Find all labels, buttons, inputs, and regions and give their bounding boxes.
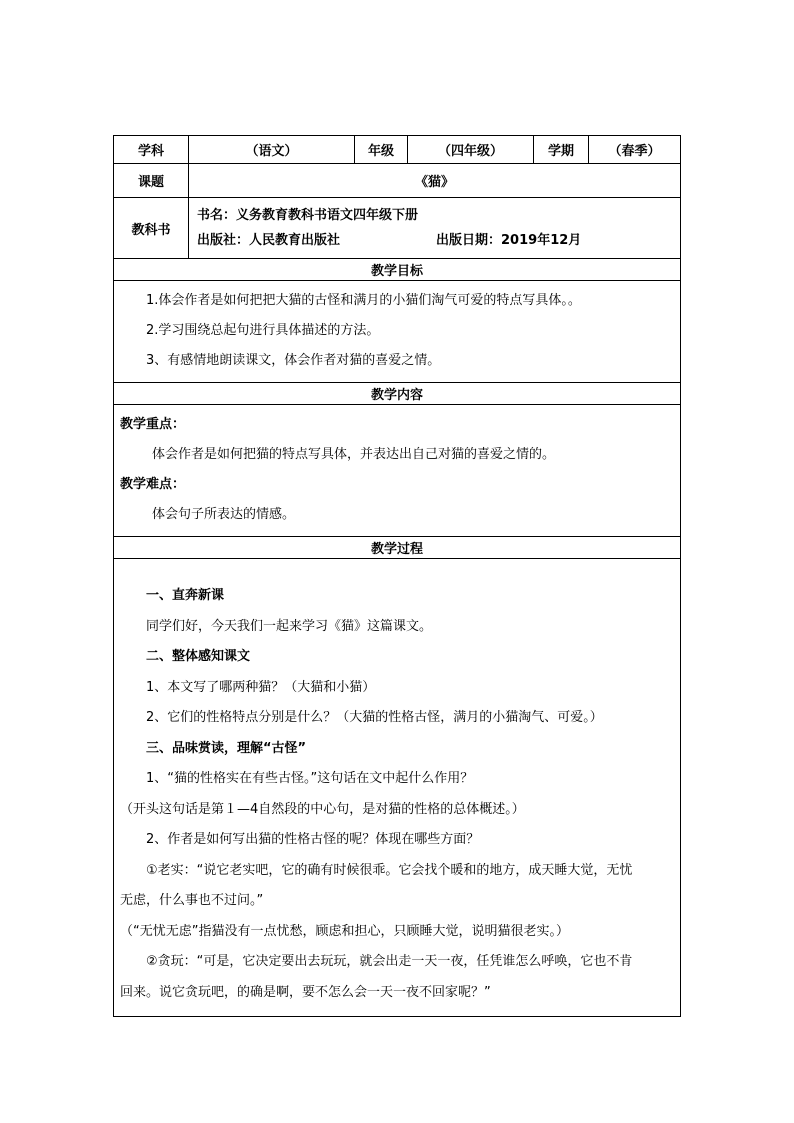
process-line: 同学们好，今天我们一起来学习《猫》这篇课文。 [146, 618, 433, 634]
pub-date: 出版日期：2019年12月 [436, 233, 582, 248]
key-point-text: 体会作者是如何把猫的特点写具体，并表达出自己对猫的喜爱之情的。 [152, 447, 556, 462]
key-point-label: 教学重点： [120, 417, 186, 432]
topic-value: 《猫》 [189, 164, 681, 198]
header-row [114, 136, 681, 164]
process-heading: 二、整体感知课文 [146, 649, 251, 664]
textbook-info [189, 198, 681, 259]
process-line: 1、本文写了哪两种猫？（大猫和小猫） [146, 679, 376, 695]
topic-label: 课题 [114, 164, 189, 198]
process-line: 2、作者是如何写出猫的性格古怪的呢？体现在哪些方面？ [146, 832, 480, 847]
objectives-cell [114, 281, 681, 383]
objective-item: 2.学习围绕总起句进行具体描述的方法。 [146, 323, 380, 338]
process-line: （开头这句话是第１—4自然段的中心句，是对猫的性格的总体概述。） [120, 801, 525, 817]
content-row [114, 405, 681, 537]
objectives-title-row [114, 259, 681, 281]
objectives-row [114, 281, 681, 383]
process-line: （“无忧无虑”指猫没有一点忧愁，顾虑和担心，只顾睡大觉，说明猫很老实。） [120, 923, 569, 939]
objective-item: 1.体会作者是如何把把大猫的古怪和满月的小猫们淘气可爱的特点写具体。。 [146, 293, 581, 308]
content-title: 教学内容 [114, 383, 681, 405]
textbook-row [114, 198, 681, 259]
term-label: 学期 [534, 136, 589, 164]
lesson-plan-table [113, 135, 681, 1017]
process-cell [114, 559, 681, 1017]
process-heading: 一、直奔新课 [146, 588, 225, 603]
content-body [114, 405, 680, 536]
process-line: ①老实：“说它老实吧，它的确有时候很乖。它会找个暖和的地方，成天睡大觉，无忧 [146, 862, 633, 878]
term-value: （春季） [589, 136, 681, 164]
process-heading: 三、品味赏读，理解“古怪” [146, 740, 307, 756]
objectives-list [114, 281, 680, 382]
objective-item: 3、有感情地朗读课文，体会作者对猫的喜爱之情。 [146, 353, 441, 368]
subject-label: 学科 [114, 136, 189, 164]
process-line: ②贪玩：“可是，它决定要出去玩玩，就会出走一天一夜，任凭谁怎么呼唤，它也不肯 [146, 954, 633, 969]
process-title: 教学过程 [114, 537, 681, 559]
grade-label: 年级 [355, 136, 408, 164]
content-cell [114, 405, 681, 537]
difficulty-label: 教学难点： [120, 477, 186, 492]
content-title-row [114, 383, 681, 405]
objectives-title: 教学目标 [114, 259, 681, 281]
process-line: 1、“猫的性格实在有些古怪。”这句话在文中起什么作用？ [146, 771, 474, 786]
process-title-row [114, 537, 681, 559]
process-line: 回来。说它贪玩吧，的确是啊，要不怎么会一天一夜不回家呢？” [120, 984, 491, 1000]
process-line: 2、它们的性格特点分别是什么？（大猫的性格古怪，满月的小猫淘气、可爱。） [146, 710, 603, 725]
subject-value: （语文） [189, 136, 355, 164]
textbook-label: 教科书 [114, 198, 189, 259]
publisher: 出版社：人民教育出版社 [197, 233, 341, 248]
grade-value: （四年级） [408, 136, 534, 164]
process-body [114, 559, 680, 1016]
process-line: 无虑，什么事也不过问。” [120, 893, 264, 908]
book-name: 书名：义务教育教科书语文四年级下册 [197, 208, 419, 223]
topic-row [114, 164, 681, 198]
publisher-line [189, 228, 680, 253]
process-row [114, 559, 681, 1017]
difficulty-text: 体会句子所表达的情感。 [152, 507, 296, 522]
